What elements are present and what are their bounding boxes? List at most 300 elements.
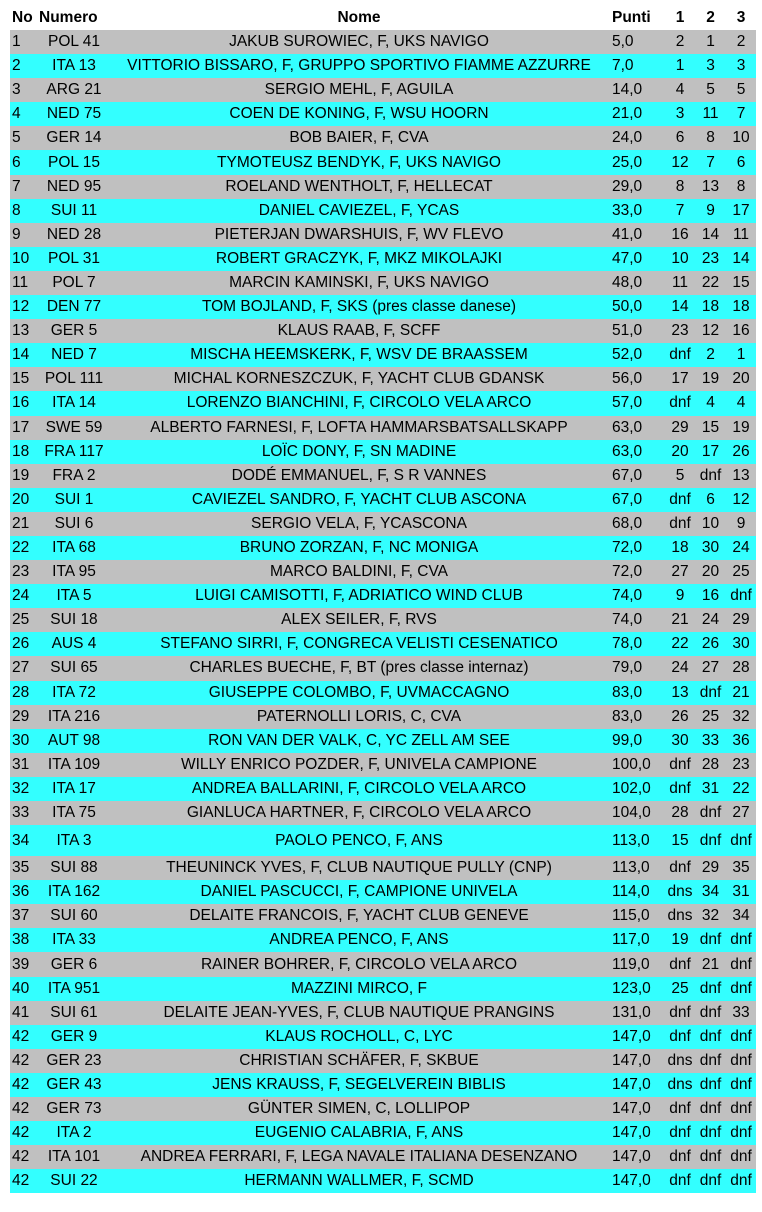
table-row [10,30,756,54]
header-numero: Numero [39,9,98,26]
sailor-name: CHRISTIAN SCHÄFER, F, SKBUE [109,1049,609,1073]
table-row [10,608,756,632]
race-2-result: 30 [695,536,726,560]
points: 74,0 [609,608,665,632]
race-3-result: 28 [726,656,756,680]
points: 147,0 [609,1073,665,1097]
race-3-result: 29 [726,608,756,632]
race-1-result: 10 [665,247,695,271]
row-no: 27 [10,656,39,680]
race-2-result: 18 [695,295,726,319]
race-2-result: 12 [695,319,726,343]
race-1-result: 4 [665,78,695,102]
race-2-result: 19 [695,367,726,391]
table-row [10,632,756,656]
sailor-name: COEN DE KONING, F, WSU HOORN [109,102,609,126]
points: 147,0 [609,1169,665,1193]
race-1-result: dnf [665,1145,695,1169]
race-2-result: 20 [695,560,726,584]
race-2-result: 27 [695,656,726,680]
race-3-result: 5 [726,78,756,102]
table-row [10,977,756,1001]
sailor-name: MARCIN KAMINSKI, F, UKS NAVIGO [109,271,609,295]
race-3-result: 9 [726,512,756,536]
race-3-result: 21 [726,681,756,705]
sail-number: ARG 21 [39,78,109,102]
points: 7,0 [609,54,665,78]
sailor-name: EUGENIO CALABRIA, F, ANS [109,1121,609,1145]
sailor-name: TOM BOJLAND, F, SKS (pres classe danese) [109,295,609,319]
race-2-result: 14 [695,223,726,247]
sailor-name: MICHAL KORNESZCZUK, F, YACHT CLUB GDANSK [109,367,609,391]
points: 104,0 [609,801,665,825]
table-row [10,1049,756,1073]
race-1-result: 30 [665,729,695,753]
race-2-result: 26 [695,632,726,656]
race-3-result: 26 [726,440,756,464]
points: 79,0 [609,656,665,680]
sailor-name: LOÏC DONY, F, SN MADINE [109,440,609,464]
table-row [10,175,756,199]
points: 56,0 [609,367,665,391]
race-1-result: 3 [665,102,695,126]
race-2-result: dnf [695,801,726,825]
table-row [10,150,756,174]
sail-number: ITA 72 [39,681,109,705]
table-row [10,319,756,343]
sail-number: ITA 33 [39,928,109,952]
race-1-result: dnf [665,777,695,801]
race-2-result: 1 [695,30,726,54]
sail-number: POL 31 [39,247,109,271]
sail-number: FRA 117 [39,440,109,464]
sailor-name: VITTORIO BISSARO, F, GRUPPO SPORTIVO FIAMME AZZURRE [109,54,609,78]
sailor-name: BOB BAIER, F, CVA [109,126,609,150]
sailor-name: ANDREA BALLARINI, F, CIRCOLO VELA ARCO [109,777,609,801]
sail-number: GER 23 [39,1049,109,1073]
race-2-result: 9 [695,199,726,223]
table-row [10,952,756,976]
points: 25,0 [609,150,665,174]
row-no: 41 [10,1001,39,1025]
race-3-result: 8 [726,175,756,199]
race-1-result: 12 [665,150,695,174]
points: 63,0 [609,440,665,464]
sailor-name: PAOLO PENCO, F, ANS [109,825,609,856]
row-no: 42 [10,1049,39,1073]
sailor-name: RON VAN DER VALK, C, YC ZELL AM SEE [109,729,609,753]
race-1-result: 11 [665,271,695,295]
race-3-result: 17 [726,199,756,223]
race-2-result: 10 [695,512,726,536]
sailor-name: ROELAND WENTHOLT, F, HELLECAT [109,175,609,199]
race-1-result: 23 [665,319,695,343]
sailor-name: GIANLUCA HARTNER, F, CIRCOLO VELA ARCO [109,801,609,825]
race-3-result: dnf [726,825,756,856]
race-1-result: 19 [665,928,695,952]
race-1-result: 16 [665,223,695,247]
race-1-result: 29 [665,416,695,440]
sail-number: SUI 11 [39,199,109,223]
points: 14,0 [609,78,665,102]
points: 21,0 [609,102,665,126]
sailor-name: DANIEL PASCUCCI, F, CAMPIONE UNIVELA [109,880,609,904]
race-1-result: dnf [665,391,695,415]
race-1-result: 25 [665,977,695,1001]
row-no: 26 [10,632,39,656]
race-1-result: dnf [665,856,695,880]
sail-number: NED 75 [39,102,109,126]
points: 123,0 [609,977,665,1001]
row-no: 9 [10,223,39,247]
points: 47,0 [609,247,665,271]
row-no: 16 [10,391,39,415]
sail-number: AUS 4 [39,632,109,656]
row-no: 22 [10,536,39,560]
row-no: 19 [10,464,39,488]
race-1-result: dnf [665,753,695,777]
race-1-result: 28 [665,801,695,825]
table-row [10,440,756,464]
sail-number: ITA 109 [39,753,109,777]
sailor-name: ALEX SEILER, F, RVS [109,608,609,632]
sailor-name: ANDREA PENCO, F, ANS [109,928,609,952]
sail-number: POL 15 [39,150,109,174]
header-row [10,6,756,30]
race-1-result: 26 [665,705,695,729]
points: 147,0 [609,1097,665,1121]
points: 83,0 [609,681,665,705]
row-no: 28 [10,681,39,705]
sailor-name: DELAITE FRANCOIS, F, YACHT CLUB GENEVE [109,904,609,928]
row-no: 40 [10,977,39,1001]
race-3-result: 1 [726,343,756,367]
sail-number: SUI 22 [39,1169,109,1193]
race-1-result: dnf [665,1097,695,1121]
table-row [10,102,756,126]
race-3-result: 19 [726,416,756,440]
sailor-name: ANDREA FERRARI, F, LEGA NAVALE ITALIANA DESENZANO [109,1145,609,1169]
race-2-result: 29 [695,856,726,880]
race-3-result: dnf [726,1049,756,1073]
points: 33,0 [609,199,665,223]
race-3-result: 30 [726,632,756,656]
sailor-name: RAINER BOHRER, F, CIRCOLO VELA ARCO [109,952,609,976]
race-3-result: 7 [726,102,756,126]
points: 100,0 [609,753,665,777]
race-1-result: dnf [665,1001,695,1025]
race-3-result: 35 [726,856,756,880]
sailor-name: GÜNTER SIMEN, C, LOLLIPOP [109,1097,609,1121]
race-3-result: 11 [726,223,756,247]
race-3-result: 2 [726,30,756,54]
sail-number: ITA 101 [39,1145,109,1169]
sailor-name: KLAUS ROCHOLL, C, LYC [109,1025,609,1049]
sailor-name: DODÉ EMMANUEL, F, S R VANNES [109,464,609,488]
points: 117,0 [609,928,665,952]
table-row [10,271,756,295]
race-3-result: dnf [726,1169,756,1193]
race-1-result: 9 [665,584,695,608]
race-2-result: 28 [695,753,726,777]
sail-number: NED 7 [39,343,109,367]
sailor-name: DANIEL CAVIEZEL, F, YCAS [109,199,609,223]
sail-number: ITA 13 [39,54,109,78]
table-row [10,223,756,247]
table-row [10,416,756,440]
table-row [10,78,756,102]
row-no: 1 [10,30,39,54]
race-3-result: 4 [726,391,756,415]
sailor-name: MARCO BALDINI, F, CVA [109,560,609,584]
header-race-1: 1 [675,9,685,26]
sail-number: ITA 75 [39,801,109,825]
results-table [10,6,756,1193]
table-row [10,753,756,777]
row-no: 37 [10,904,39,928]
sailor-name: MAZZINI MIRCO, F [109,977,609,1001]
table-row [10,295,756,319]
race-3-result: 20 [726,367,756,391]
row-no: 4 [10,102,39,126]
race-3-result: 10 [726,126,756,150]
race-3-result: 6 [726,150,756,174]
sail-number: ITA 14 [39,391,109,415]
race-2-result: dnf [695,681,726,705]
row-no: 17 [10,416,39,440]
race-1-result: 15 [665,825,695,856]
race-3-result: dnf [726,1073,756,1097]
race-1-result: 22 [665,632,695,656]
race-3-result: dnf [726,928,756,952]
race-2-result: 8 [695,126,726,150]
race-3-result: dnf [726,1145,756,1169]
race-3-result: dnf [726,584,756,608]
race-3-result: 23 [726,753,756,777]
sail-number: ITA 95 [39,560,109,584]
row-no: 18 [10,440,39,464]
points: 147,0 [609,1049,665,1073]
table-row [10,1073,756,1097]
sail-number: GER 5 [39,319,109,343]
table-row [10,880,756,904]
table-row [10,928,756,952]
header-no: No [12,9,33,26]
row-no: 24 [10,584,39,608]
sailor-name: PATERNOLLI LORIS, C, CVA [109,705,609,729]
row-no: 31 [10,753,39,777]
row-no: 32 [10,777,39,801]
race-2-result: 5 [695,78,726,102]
race-2-result: 23 [695,247,726,271]
race-3-result: 15 [726,271,756,295]
points: 29,0 [609,175,665,199]
row-no: 36 [10,880,39,904]
table-row [10,1001,756,1025]
race-3-result: 16 [726,319,756,343]
points: 72,0 [609,560,665,584]
row-no: 13 [10,319,39,343]
sail-number: SUI 65 [39,656,109,680]
sail-number: AUT 98 [39,729,109,753]
points: 147,0 [609,1025,665,1049]
points: 119,0 [609,952,665,976]
race-3-result: 36 [726,729,756,753]
race-2-result: 13 [695,175,726,199]
sailor-name: THEUNINCK YVES, F, CLUB NAUTIQUE PULLY (CNP) [109,856,609,880]
race-3-result: dnf [726,952,756,976]
row-no: 5 [10,126,39,150]
sailor-name: CHARLES BUECHE, F, BT (pres classe internaz) [109,656,609,680]
sailor-name: SERGIO MEHL, F, AGUILA [109,78,609,102]
table-row [10,126,756,150]
race-2-result: dnf [695,1169,726,1193]
sailor-name: CAVIEZEL SANDRO, F, YACHT CLUB ASCONA [109,488,609,512]
sail-number: ITA 3 [39,825,109,856]
header-nome: Nome [337,9,381,26]
row-no: 42 [10,1169,39,1193]
sailor-name: MISCHA HEEMSKERK, F, WSV DE BRAASSEM [109,343,609,367]
race-3-result: 18 [726,295,756,319]
points: 68,0 [609,512,665,536]
row-no: 25 [10,608,39,632]
row-no: 23 [10,560,39,584]
sail-number: ITA 216 [39,705,109,729]
race-2-result: dnf [695,464,726,488]
table-row [10,729,756,753]
table-row [10,1145,756,1169]
race-3-result: 13 [726,464,756,488]
race-1-result: 7 [665,199,695,223]
sailor-name: STEFANO SIRRI, F, CONGRECA VELISTI CESENATICO [109,632,609,656]
race-1-result: 8 [665,175,695,199]
race-1-result: 20 [665,440,695,464]
race-2-result: dnf [695,825,726,856]
sail-number: GER 9 [39,1025,109,1049]
points: 52,0 [609,343,665,367]
sail-number: SUI 6 [39,512,109,536]
sailor-name: JAKUB SUROWIEC, F, UKS NAVIGO [109,30,609,54]
sail-number: ITA 2 [39,1121,109,1145]
race-1-result: 24 [665,656,695,680]
race-2-result: dnf [695,977,726,1001]
table-row [10,904,756,928]
header-punti: Punti [612,9,651,26]
row-no: 11 [10,271,39,295]
row-no: 15 [10,367,39,391]
points: 72,0 [609,536,665,560]
race-1-result: 21 [665,608,695,632]
table-row [10,1121,756,1145]
race-2-result: 24 [695,608,726,632]
race-1-result: dnf [665,952,695,976]
sail-number: ITA 162 [39,880,109,904]
sailor-name: BRUNO ZORZAN, F, NC MONIGA [109,536,609,560]
header-race-2: 2 [706,9,715,26]
race-3-result: 33 [726,1001,756,1025]
sailor-name: GIUSEPPE COLOMBO, F, UVMACCAGNO [109,681,609,705]
row-no: 42 [10,1145,39,1169]
row-no: 7 [10,175,39,199]
table-row [10,367,756,391]
race-3-result: 12 [726,488,756,512]
row-no: 33 [10,801,39,825]
table-row [10,1025,756,1049]
sailor-name: KLAUS RAAB, F, SCFF [109,319,609,343]
race-3-result: 34 [726,904,756,928]
sail-number: POL 7 [39,271,109,295]
sail-number: SWE 59 [39,416,109,440]
row-no: 42 [10,1073,39,1097]
race-3-result: 24 [726,536,756,560]
race-2-result: 21 [695,952,726,976]
race-3-result: 27 [726,801,756,825]
points: 67,0 [609,464,665,488]
sailor-name: ROBERT GRACZYK, F, MKZ MIKOLAJKI [109,247,609,271]
race-1-result: dns [665,880,695,904]
table-row [10,391,756,415]
row-no: 10 [10,247,39,271]
race-1-result: 6 [665,126,695,150]
sail-number: SUI 88 [39,856,109,880]
race-3-result: 31 [726,880,756,904]
points: 99,0 [609,729,665,753]
points: 41,0 [609,223,665,247]
sail-number: ITA 951 [39,977,109,1001]
sailor-name: LUIGI CAMISOTTI, F, ADRIATICO WIND CLUB [109,584,609,608]
row-no: 35 [10,856,39,880]
race-1-result: 13 [665,681,695,705]
table-row [10,584,756,608]
points: 74,0 [609,584,665,608]
sail-number: ITA 68 [39,536,109,560]
sailor-name: PIETERJAN DWARSHUIS, F, WV FLEVO [109,223,609,247]
table-row [10,801,756,825]
race-1-result: dnf [665,343,695,367]
results-body [10,30,756,1193]
table-row [10,512,756,536]
race-2-result: 22 [695,271,726,295]
row-no: 30 [10,729,39,753]
race-1-result: 18 [665,536,695,560]
points: 147,0 [609,1121,665,1145]
sail-number: FRA 2 [39,464,109,488]
race-2-result: dnf [695,928,726,952]
sail-number: ITA 17 [39,777,109,801]
table-row [10,54,756,78]
row-no: 3 [10,78,39,102]
race-2-result: 3 [695,54,726,78]
points: 113,0 [609,825,665,856]
sail-number: SUI 61 [39,1001,109,1025]
race-2-result: dnf [695,1145,726,1169]
sail-number: GER 43 [39,1073,109,1097]
sail-number: SUI 60 [39,904,109,928]
row-no: 39 [10,952,39,976]
table-row [10,1169,756,1193]
row-no: 38 [10,928,39,952]
race-3-result: 3 [726,54,756,78]
race-2-result: 11 [695,102,726,126]
points: 147,0 [609,1145,665,1169]
table-row [10,343,756,367]
table-row [10,560,756,584]
sail-number: NED 95 [39,175,109,199]
race-2-result: 7 [695,150,726,174]
race-1-result: 2 [665,30,695,54]
sail-number: ITA 5 [39,584,109,608]
sailor-name: SERGIO VELA, F, YCASCONA [109,512,609,536]
